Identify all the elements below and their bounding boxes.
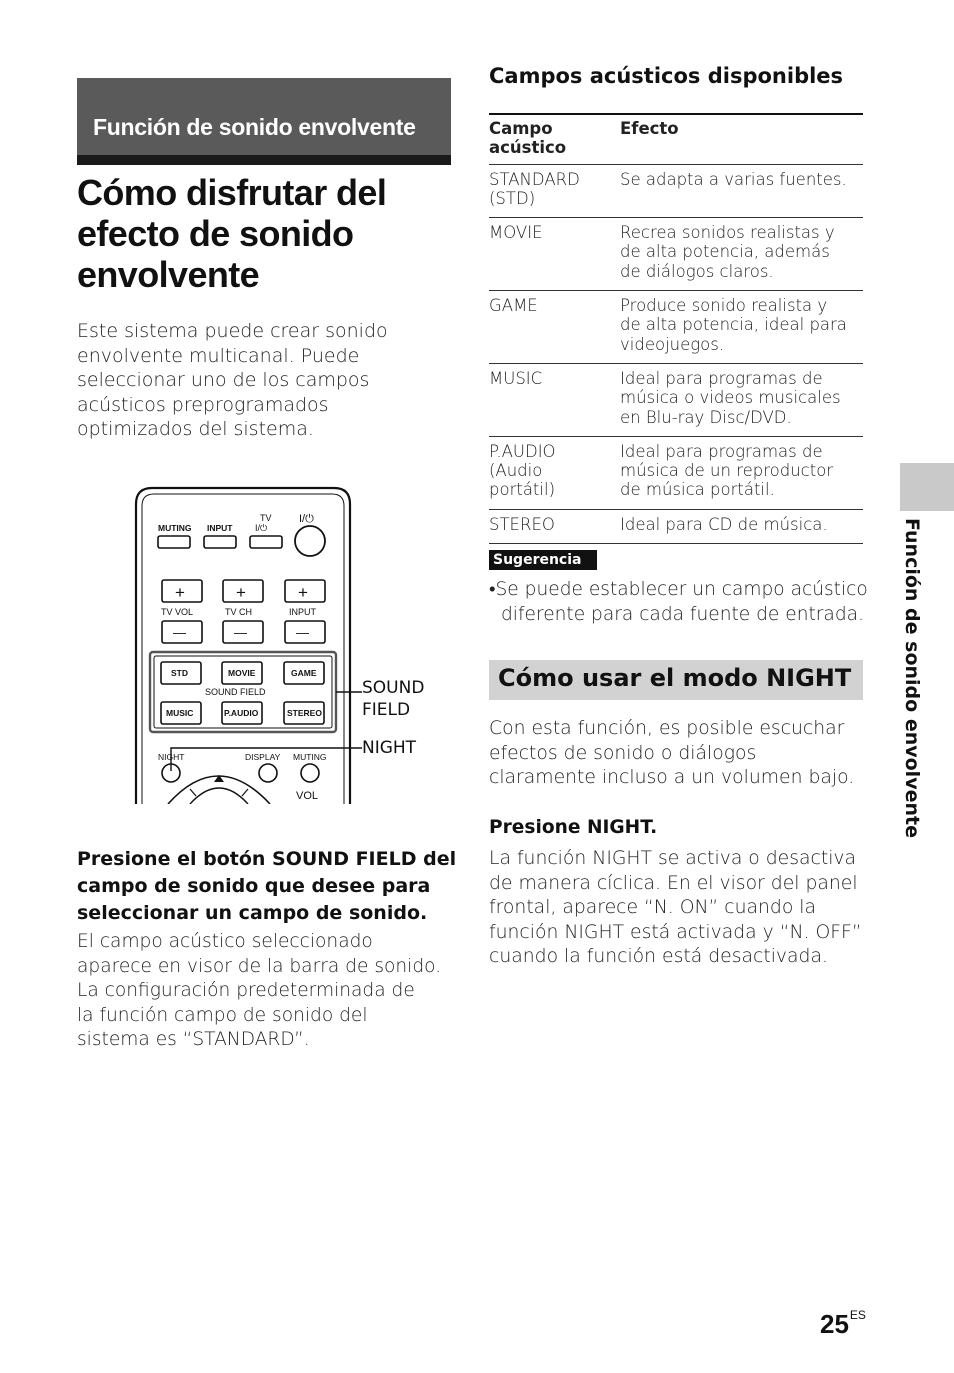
tv-power-button[interactable] <box>250 536 282 548</box>
page-number-value: 25 <box>820 1309 849 1339</box>
cell-line: P.AUDIO <box>489 441 556 461</box>
remote-label-muting: MUTING <box>158 523 192 533</box>
column-header-field <box>489 114 620 164</box>
page-title-line: Cómo disfrutar del <box>77 172 387 213</box>
cell-line: portátil) <box>489 480 556 500</box>
tip-text <box>489 578 869 627</box>
cell-line: Se adapta a varias fuentes. <box>620 169 847 189</box>
remote-label-night: NIGHT <box>158 752 185 762</box>
night-step-heading: Presione NIGHT. <box>489 817 658 838</box>
page-language-suffix: ES <box>849 1308 866 1322</box>
callout-field-label: FIELD <box>362 700 411 720</box>
paragraph-line: efectos de sonido o diálogos <box>489 742 757 764</box>
table-row <box>489 436 863 509</box>
remote-label-input-vol: INPUT <box>289 607 316 617</box>
table-row <box>489 164 863 218</box>
plus-icon: + <box>236 583 246 602</box>
paragraph-line: cuando la función está desactivada. <box>489 946 828 968</box>
page-title-line: efecto de sonido <box>77 213 354 254</box>
remote-control-illustration <box>134 486 434 804</box>
chapter-tab-label: Función de sonido envolvente <box>901 518 923 838</box>
tip-badge: Sugerencia <box>489 550 597 570</box>
paragraph-line: La función NIGHT se activa o desactiva <box>489 848 857 869</box>
field-cell <box>489 164 620 218</box>
step-heading <box>77 846 457 927</box>
table-header-row <box>489 114 863 164</box>
tip-line: •Se puede establecer un campo acústico <box>489 579 868 600</box>
step-heading-line: campo de sonido que desee para <box>77 875 431 897</box>
callout-sound-label: SOUND <box>362 678 425 698</box>
game-button-label: GAME <box>291 668 317 678</box>
minus-icon: — <box>234 625 247 640</box>
cell-line: videojuegos. <box>620 334 725 354</box>
remote-label-vol: VOL <box>296 790 319 802</box>
effect-cell <box>620 509 863 543</box>
tip-line: diferente para cada fuente de entrada. <box>501 603 864 625</box>
field-cell <box>489 218 620 291</box>
table-row <box>489 218 863 291</box>
table-row <box>489 509 863 543</box>
paragraph-line: seleccionar uno de los campos <box>77 369 370 392</box>
cell-line: de música portátil. <box>620 480 775 500</box>
remote-label-tv-vol: TV VOL <box>161 607 194 617</box>
power-button[interactable] <box>295 526 325 556</box>
page-title <box>77 172 457 295</box>
effect-cell <box>620 436 863 509</box>
paragraph-line: sistema es “STANDARD”. <box>77 1029 310 1051</box>
cell-line: Ideal para CD de música. <box>620 514 828 534</box>
paragraph-line: frontal, aparece “N. ON” cuando la <box>489 897 817 919</box>
section-banner-label: Función de sonido envolvente <box>93 114 416 140</box>
remote-label-tv-ch: TV CH <box>225 607 252 617</box>
page-title-line: envolvente <box>77 254 260 295</box>
music-button-label: MUSIC <box>166 708 194 718</box>
cell-line: Produce sonido realista y <box>620 296 828 316</box>
field-cell <box>489 363 620 436</box>
intro-paragraph <box>77 319 457 442</box>
remote-label-display: DISPLAY <box>245 752 281 762</box>
field-cell <box>489 509 620 543</box>
effect-cell <box>620 164 863 218</box>
p-audio-button-label: P.AUDIO <box>224 708 259 718</box>
std-button-label: STD <box>171 668 188 678</box>
navigation-ring-inner <box>190 788 248 804</box>
cell-line: música o videos musicales <box>620 388 841 408</box>
field-cell <box>489 291 620 364</box>
stereo-button-label: STEREO <box>287 708 322 718</box>
field-cell <box>489 436 620 509</box>
cell-line: Ideal para programas de <box>620 368 823 388</box>
step-heading-line: Presione el botón SOUND FIELD del <box>77 848 457 870</box>
cell-line: (Audio <box>489 461 543 481</box>
muting-bottom-button[interactable] <box>301 764 319 782</box>
ring-divider <box>190 789 196 796</box>
paragraph-line: acústicos preprogramados <box>77 393 329 416</box>
sound-field-label: SOUND FIELD <box>205 687 266 697</box>
night-step-paragraph <box>489 847 869 970</box>
remote-label-tv-power: I/⏻ <box>255 523 268 533</box>
paragraph-line: La configuración predeterminada de <box>77 980 415 1002</box>
step-heading-line: seleccionar un campo de sonido. <box>77 902 428 924</box>
cell-line: de alta potencia, ideal para <box>620 315 847 335</box>
minus-icon: — <box>173 625 186 640</box>
night-section-banner <box>489 660 863 700</box>
paragraph-line: aparece en visor de la barra de sonido. <box>77 955 442 977</box>
paragraph-line: envolvente multicanal. Puede <box>77 344 360 367</box>
table-heading: Campos acústicos disponibles <box>489 64 844 88</box>
remote-label-tv: TV <box>260 513 272 523</box>
cell-line: MOVIE <box>489 223 543 243</box>
paragraph-line: El campo acústico seleccionado <box>77 931 373 952</box>
cell-line: Ideal para programas de <box>620 441 823 461</box>
cell-line: MUSIC <box>489 368 543 388</box>
input-button[interactable] <box>204 536 236 548</box>
cell-line: STANDARD <box>489 169 580 189</box>
cell-line: Recrea sonidos realistas y <box>620 223 835 243</box>
table-row <box>489 291 863 364</box>
plus-icon: + <box>298 583 308 602</box>
sound-fields-table <box>489 113 863 544</box>
paragraph-line: de manera cíclica. En el visor del panel <box>489 872 858 894</box>
cell-line: (STD) <box>489 188 536 208</box>
plus-icon: + <box>175 583 185 602</box>
cell-line: GAME <box>489 296 538 316</box>
effect-cell <box>620 218 863 291</box>
page-number <box>820 1308 866 1340</box>
paragraph-line: Este sistema puede crear sonido <box>77 320 388 342</box>
header-line: Campo <box>489 119 553 138</box>
callout-night-label: NIGHT <box>362 738 417 758</box>
paragraph-line: Con esta función, es posible escuchar <box>489 718 845 739</box>
remote-label-power: I/⏻ <box>299 513 314 525</box>
movie-button-label: MOVIE <box>228 668 256 678</box>
night-intro-paragraph <box>489 717 869 791</box>
cell-line: en Blu-ray Disc/DVD. <box>620 407 792 427</box>
cell-line: música de un reproductor <box>620 461 834 481</box>
step-paragraph <box>77 930 462 1053</box>
muting-button[interactable] <box>158 536 190 548</box>
ring-divider <box>242 789 248 796</box>
effect-cell <box>620 291 863 364</box>
paragraph-line: función NIGHT está activada y “N. OFF” <box>489 921 862 943</box>
table-row <box>489 363 863 436</box>
paragraph-line: optimizados del sistema. <box>77 418 314 441</box>
section-banner <box>77 78 451 165</box>
cell-line: de alta potencia, además <box>620 242 830 262</box>
remote-label-input: INPUT <box>207 523 233 533</box>
cell-line: de diálogos claros. <box>620 261 774 281</box>
night-section-heading: Cómo usar el modo NIGHT <box>498 664 852 692</box>
effect-cell <box>620 363 863 436</box>
display-button[interactable] <box>259 764 277 782</box>
remote-label-muting-bottom: MUTING <box>293 752 327 762</box>
paragraph-line: claramente incluso a un volumen bajo. <box>489 767 855 789</box>
cell-line: STEREO <box>489 514 555 534</box>
chapter-tab <box>900 463 954 511</box>
header-line: acústico <box>489 138 567 158</box>
minus-icon: — <box>296 625 309 640</box>
paragraph-line: la función campo de sonido del <box>77 1004 368 1026</box>
column-header-effect: Efecto <box>620 119 679 138</box>
